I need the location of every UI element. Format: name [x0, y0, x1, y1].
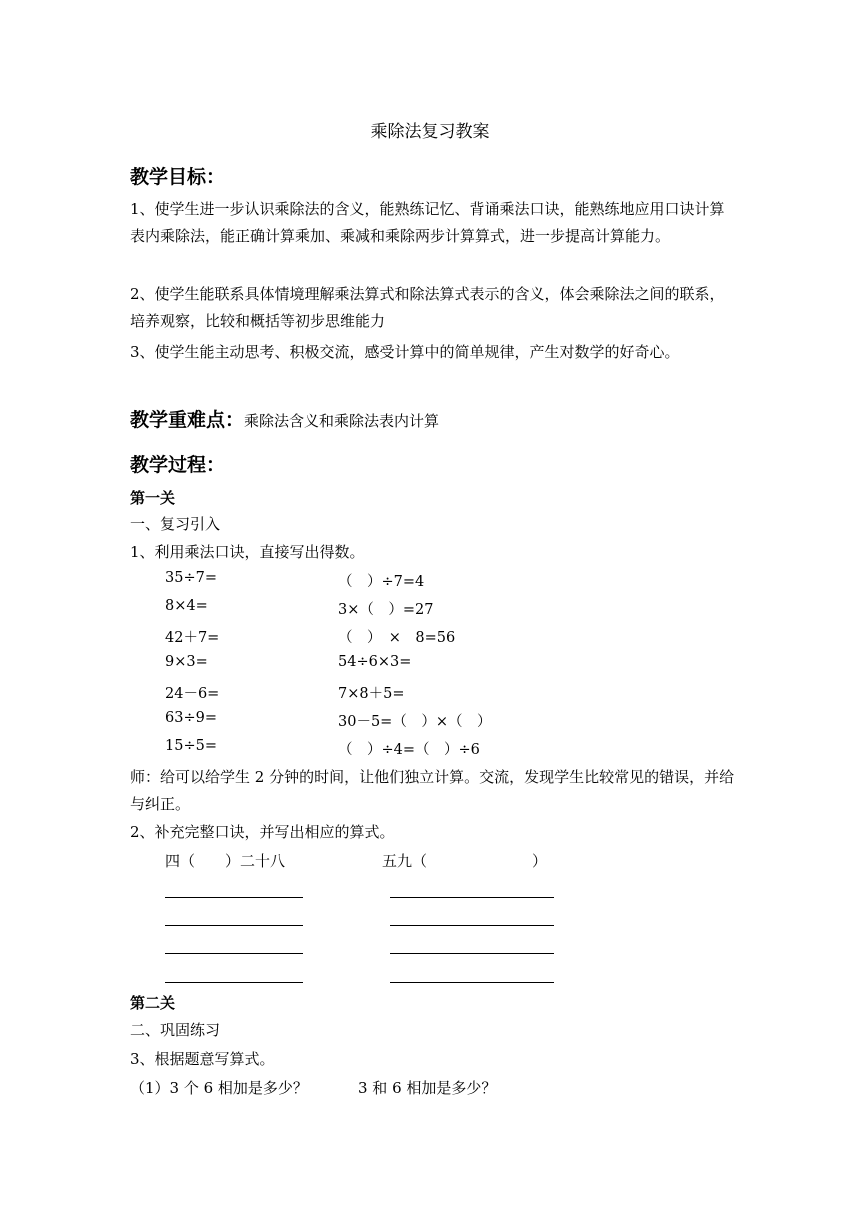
- answer-line: [390, 953, 554, 954]
- exercise-right: 7×8＋5=: [338, 686, 405, 702]
- answer-line: [165, 897, 303, 898]
- exercise-right: 30－5=（ ）×（ ）: [338, 714, 492, 730]
- process-heading: 教学过程：: [130, 454, 226, 476]
- question-1: 1、利用乘法口诀，直接写出得数。: [130, 543, 365, 561]
- part-1-heading: 一、复习引入: [130, 515, 221, 533]
- exercise-right: （ ） × 8=56: [338, 630, 456, 646]
- objectives-heading: 教学目标：: [130, 166, 226, 188]
- key-points-text: 乘除法含义和乘除法表内计算: [244, 412, 440, 430]
- key-points: [130, 405, 439, 432]
- exercise-left: 15÷5=: [165, 738, 217, 754]
- answer-line: [390, 982, 554, 983]
- teacher-note: 师：给可以给学生 2 分钟的时间，让他们独立计算。交流，发现学生比较常见的错误，并给与纠正。: [130, 768, 735, 813]
- question-3-1b: 3 和 6 相加是多少？: [358, 1079, 497, 1097]
- exercise-right: （ ）÷4=（ ）÷6: [338, 742, 480, 758]
- key-points-heading: 教学重难点：: [130, 409, 245, 431]
- exercise-left: 9×3=: [165, 654, 208, 670]
- level-2-heading: 第二关: [130, 994, 176, 1012]
- level-1-heading: 第一关: [130, 489, 176, 507]
- rhyme-left: 四（ ）二十八: [165, 852, 286, 870]
- rhyme-right: 五九（ ）: [382, 852, 548, 870]
- exercise-left: 24－6=: [165, 686, 220, 702]
- question-3: 3、根据题意写算式。: [130, 1050, 275, 1068]
- objective-1: 1、使学生进一步认识乘除法的含义，能熟练记忆、背诵乘法口诀，能熟练地应用口诀计算表内乘除法，能正确计算乘加、乘减和乘除两步计算算式，进一步提高计算能力。: [130, 200, 725, 245]
- question-2: 2、补充完整口诀，并写出相应的算式。: [130, 823, 395, 841]
- answer-line: [390, 925, 554, 926]
- exercise-right: 3×（ ）=27: [338, 602, 434, 618]
- exercise-left: 63÷9=: [165, 710, 217, 726]
- objective-2: 2、使学生能联系具体情境理解乘法算式和除法算式表示的含义，体会乘除法之间的联系，培养观察，比较和概括等初步思维能力: [130, 285, 725, 330]
- exercise-left: 8×4=: [165, 598, 208, 614]
- exercise-left: 42＋7=: [165, 630, 220, 646]
- exercise-right: （ ）÷7=4: [338, 574, 425, 590]
- exercise-right: 54÷6×3=: [338, 654, 412, 670]
- answer-line: [390, 897, 554, 898]
- exercise-left: 35÷7=: [165, 570, 217, 586]
- question-3-1a: （1）3 个 6 相加是多少？: [130, 1079, 308, 1097]
- part-2-heading: 二、巩固练习: [130, 1021, 221, 1039]
- answer-line: [165, 982, 303, 983]
- answer-line: [165, 925, 303, 926]
- answer-line: [165, 953, 303, 954]
- document-title: 乘除法复习教案: [370, 122, 490, 142]
- objective-3: 3、使学生能主动思考、积极交流，感受计算中的简单规律，产生对数学的好奇心。: [130, 343, 680, 361]
